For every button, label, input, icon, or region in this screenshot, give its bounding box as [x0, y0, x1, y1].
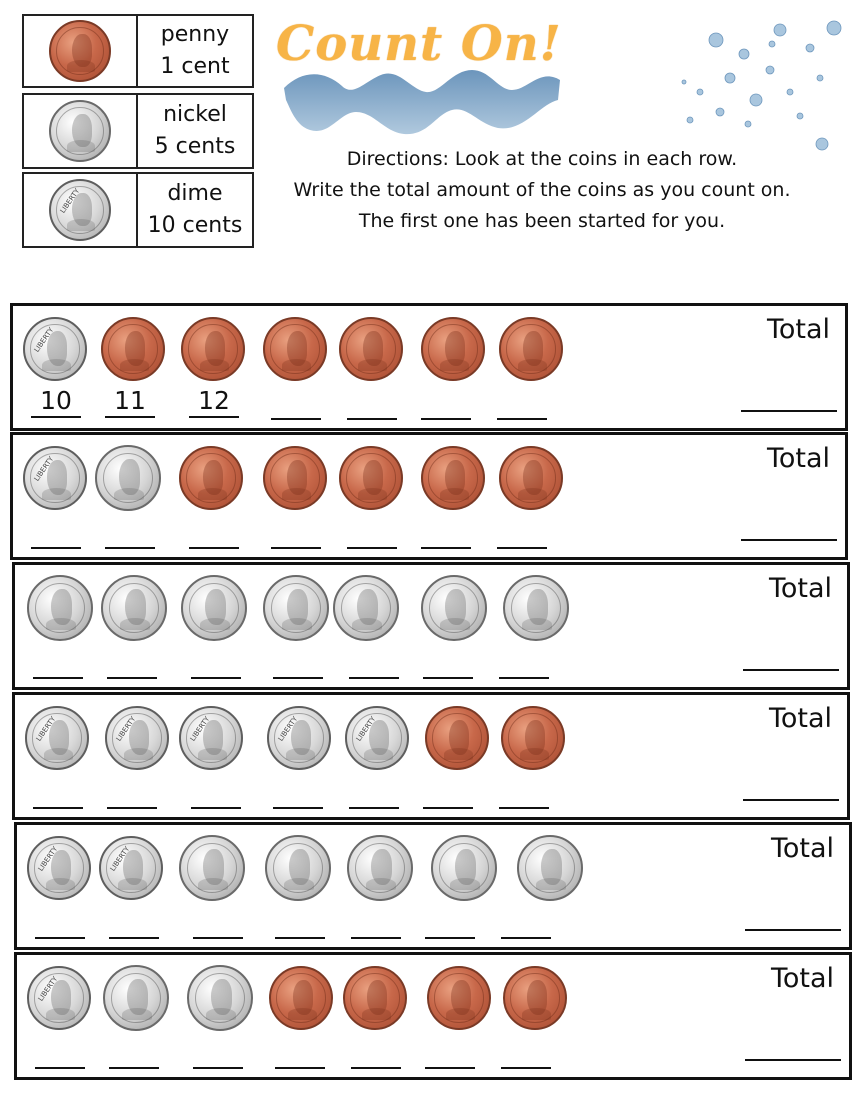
bubbles-illustration [660, 8, 850, 158]
coin-shoulder [364, 748, 393, 760]
directions-line: Directions: Look at the coins in each row. [346, 148, 738, 170]
legend-coin-cell [24, 95, 138, 167]
coin-shoulder [206, 1008, 236, 1020]
coin-shoulder [46, 1008, 75, 1020]
coin-shoulder [440, 618, 470, 630]
total-answer-line[interactable] [741, 539, 837, 541]
penny-coin [425, 706, 489, 770]
penny-coin [263, 446, 327, 510]
coin-shoulder [198, 878, 228, 890]
answer-blank[interactable] [105, 416, 155, 418]
total-answer-line[interactable] [745, 929, 841, 931]
answer-blank[interactable] [191, 807, 241, 809]
penny-coin [179, 446, 243, 510]
nickel-coin [181, 575, 247, 641]
coin-shoulder [520, 748, 549, 760]
answer-blank[interactable] [191, 677, 241, 679]
dime-coin [25, 706, 89, 770]
penny-coin [427, 966, 491, 1030]
answer-blank[interactable] [501, 1067, 551, 1069]
coin-rim-text: LIBERTY [36, 974, 60, 1003]
penny-coin [343, 966, 407, 1030]
nickel-coin [265, 835, 331, 901]
coin-shoulder [42, 488, 71, 500]
coin-shoulder [282, 618, 312, 630]
nickel-coin [103, 965, 169, 1031]
coin-shoulder [67, 219, 95, 231]
answer-blank[interactable] [425, 1067, 475, 1069]
answer-blank[interactable] [347, 418, 397, 420]
dime-coin [27, 836, 91, 900]
penny-coin [181, 317, 245, 381]
answer-blank[interactable] [271, 547, 321, 549]
legend-coin-value: 5 cents [154, 134, 236, 159]
coin-rim-text: LIBERTY [34, 714, 58, 743]
dime-coin [267, 706, 331, 770]
legend-coin-cell [24, 16, 138, 86]
coin-row [12, 562, 850, 690]
total-label: Total [769, 703, 833, 734]
answer-text: 11 [114, 386, 146, 415]
answer-blank[interactable] [499, 807, 549, 809]
answer-blank[interactable] [351, 1067, 401, 1069]
legend-coin-name: nickel [163, 102, 227, 127]
coin-row [14, 822, 852, 950]
answer-blank[interactable] [31, 416, 81, 418]
coin-shoulder [122, 1008, 152, 1020]
coin-shoulder [198, 488, 227, 500]
coin-shoulder [118, 878, 147, 890]
coin-shoulder [522, 1008, 551, 1020]
answer-blank[interactable] [273, 807, 323, 809]
coin-shoulder [200, 359, 229, 371]
coin-rim-text: LIBERTY [32, 325, 56, 354]
nickel-coin [431, 835, 497, 901]
penny-coin [269, 966, 333, 1030]
total-answer-line[interactable] [743, 669, 839, 671]
answer-blank[interactable] [193, 937, 243, 939]
dime-coin [49, 179, 111, 241]
coin-shoulder [444, 748, 473, 760]
coin-shoulder [366, 878, 396, 890]
answer-blank[interactable] [271, 418, 321, 420]
coin-shoulder [362, 1008, 391, 1020]
worksheet-title: Count On! [276, 16, 562, 72]
legend-coin-cell [24, 174, 138, 246]
coin-rim-text: LIBERTY [354, 714, 378, 743]
nickel-coin [49, 100, 111, 162]
legend-coin-name: penny [160, 22, 230, 47]
total-label: Total [771, 833, 835, 864]
answer-blank[interactable] [109, 1067, 159, 1069]
coin-shoulder [67, 140, 95, 152]
wave-illustration [284, 60, 560, 140]
coin-shoulder [288, 1008, 317, 1020]
answer-blank[interactable] [351, 937, 401, 939]
nickel-coin [263, 575, 329, 641]
coin-shoulder [67, 60, 95, 72]
nickel-coin [517, 835, 583, 901]
coin-shoulder [42, 359, 71, 371]
total-answer-line[interactable] [743, 799, 839, 801]
total-label: Total [767, 314, 831, 345]
coin-row [10, 303, 848, 431]
coin-shoulder [44, 748, 73, 760]
legend-text [138, 95, 252, 167]
answer-blank[interactable] [35, 1067, 85, 1069]
coin-shoulder [358, 488, 387, 500]
legend-nickel [22, 93, 254, 169]
penny-coin [101, 317, 165, 381]
coin-rim-text: LIBERTY [32, 454, 56, 483]
penny-coin [499, 446, 563, 510]
total-label: Total [767, 443, 831, 474]
coin-shoulder [198, 748, 227, 760]
legend-penny [22, 14, 254, 88]
coin-shoulder [282, 359, 311, 371]
nickel-coin [503, 575, 569, 641]
coin-shoulder [446, 1008, 475, 1020]
total-label: Total [769, 573, 833, 604]
nickel-coin [95, 445, 161, 511]
answer-blank[interactable] [349, 807, 399, 809]
answer-blank[interactable] [423, 807, 473, 809]
answer-blank[interactable] [421, 418, 471, 420]
penny-coin [339, 317, 403, 381]
directions-line: Write the total amount of the coins as you count on. [293, 179, 791, 201]
penny-coin [49, 20, 111, 82]
coin-rim-text: LIBERTY [114, 714, 138, 743]
coin-rim-text: LIBERTY [276, 714, 300, 743]
coin-shoulder [450, 878, 480, 890]
dime-coin [23, 446, 87, 510]
coin-shoulder [124, 748, 153, 760]
coin-shoulder [282, 488, 311, 500]
nickel-coin [347, 835, 413, 901]
answer-blank[interactable] [105, 547, 155, 549]
legend-coin-value: 1 cent [160, 54, 230, 79]
answer-blank[interactable] [347, 547, 397, 549]
answer-blank[interactable] [107, 807, 157, 809]
nickel-coin [101, 575, 167, 641]
dime-coin [99, 836, 163, 900]
coin-shoulder [518, 488, 547, 500]
directions-line: The first one has been started for you. [358, 210, 726, 232]
dime-coin [179, 706, 243, 770]
coin-shoulder [518, 359, 547, 371]
coin-shoulder [120, 618, 150, 630]
answer-blank[interactable] [497, 547, 547, 549]
answer-blank[interactable] [109, 937, 159, 939]
legend-coin-name: dime [167, 181, 223, 206]
penny-coin [263, 317, 327, 381]
coin-shoulder [46, 618, 76, 630]
answer-blank[interactable] [33, 807, 83, 809]
coin-shoulder [286, 748, 315, 760]
coin-rim-text: LIBERTY [36, 844, 60, 873]
coin-row [14, 952, 852, 1080]
dime-coin [23, 317, 87, 381]
answer-blank[interactable] [193, 1067, 243, 1069]
legend-text [138, 174, 252, 246]
dime-coin [345, 706, 409, 770]
answer-blank[interactable] [33, 677, 83, 679]
total-answer-line[interactable] [745, 1059, 841, 1061]
nickel-coin [187, 965, 253, 1031]
coin-rim-text: LIBERTY [188, 714, 212, 743]
answer-blank[interactable] [275, 1067, 325, 1069]
penny-coin [339, 446, 403, 510]
nickel-coin [421, 575, 487, 641]
legend-text [138, 16, 252, 86]
coin-shoulder [352, 618, 382, 630]
answer-blank[interactable] [425, 937, 475, 939]
answer-blank[interactable] [31, 547, 81, 549]
penny-coin [503, 966, 567, 1030]
dime-coin [105, 706, 169, 770]
directions [262, 144, 822, 237]
penny-coin [421, 446, 485, 510]
answer-blank[interactable] [499, 677, 549, 679]
penny-coin [421, 317, 485, 381]
answer-blank[interactable] [497, 418, 547, 420]
answer-blank[interactable] [349, 677, 399, 679]
legend-dime [22, 172, 254, 248]
coin-row [12, 692, 850, 820]
answer-blank[interactable] [421, 547, 471, 549]
answer-blank[interactable] [189, 547, 239, 549]
answer-text: 10 [40, 386, 72, 415]
coin-shoulder [536, 878, 566, 890]
nickel-coin [27, 575, 93, 641]
answer-blank[interactable] [273, 677, 323, 679]
coin-shoulder [120, 359, 149, 371]
coin-shoulder [358, 359, 387, 371]
coin-shoulder [200, 618, 230, 630]
dime-coin [27, 966, 91, 1030]
answer-blank[interactable] [501, 937, 551, 939]
answer-blank[interactable] [275, 937, 325, 939]
coin-rim-text: LIBERTY [108, 844, 132, 873]
nickel-coin [333, 575, 399, 641]
answer-blank[interactable] [189, 416, 239, 418]
coin-shoulder [284, 878, 314, 890]
coin-row [10, 432, 848, 560]
nickel-coin [179, 835, 245, 901]
penny-coin [499, 317, 563, 381]
answer-blank[interactable] [35, 937, 85, 939]
total-answer-line[interactable] [741, 410, 837, 412]
coin-shoulder [46, 878, 75, 890]
answer-blank[interactable] [423, 677, 473, 679]
penny-coin [501, 706, 565, 770]
coin-shoulder [440, 359, 469, 371]
coin-shoulder [114, 488, 144, 500]
legend-coin-value: 10 cents [147, 213, 243, 238]
coin-rim-text: LIBERTY [58, 187, 82, 216]
answer-blank[interactable] [107, 677, 157, 679]
total-label: Total [771, 963, 835, 994]
coin-shoulder [522, 618, 552, 630]
coin-shoulder [440, 488, 469, 500]
answer-text: 12 [198, 386, 230, 415]
